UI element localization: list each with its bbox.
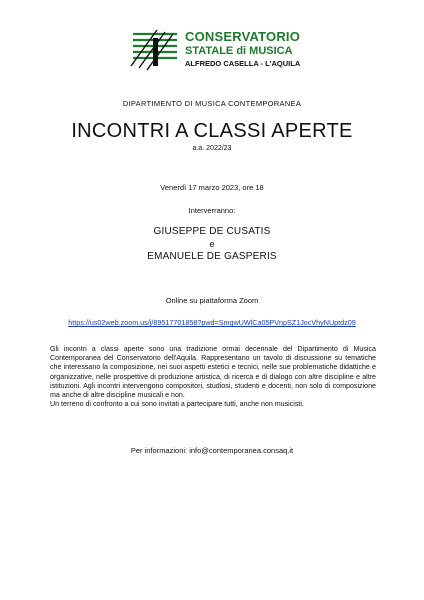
speaker-conjunction: e <box>209 239 215 249</box>
online-platform: Online su piattaforma Zoom <box>165 296 259 305</box>
page-title: INCONTRI A CLASSI APERTE <box>71 120 353 142</box>
description-paragraph: Gli incontri a classi aperte sono una tradizione ormai decennale del Dipartimento di Musica Contemporanea del Conservatorio dell'Aquila. Rappresentano un tavolo di discussione su tematiche che interessano la composizione, nei suoi aspetti estetici e tecnici, nelle sue problematiche didattiche e organizzative, nelle prospettive di produzione artistica, di ricerca e di dialogo con altre discipline e altre istituzioni. Agli incontri intervengono compositori, studiosi, studenti e docenti, non solo di composizione ma anche di altre discipline musicali e non. <box>50 345 376 400</box>
zoom-link[interactable]: https://us02web.zoom.us/j/89517701858?pwd=SmgwUWlCa05PVnpSZ1JocVhyNUptdz09 <box>68 318 356 327</box>
department-heading: DIPARTIMENTO DI MUSICA CONTEMPORANEA <box>122 99 302 108</box>
event-date: Venerdì 17 marzo 2023, ore 18 <box>160 183 264 192</box>
logo-line-casella: ALFREDO CASELLA - L'AQUILA <box>185 59 301 68</box>
academic-year: a.a. 2022/23 <box>192 145 232 152</box>
logo-line-conservatorio: CONSERVATORIO <box>185 29 301 44</box>
speaker-name: EMANUELE DE GASPERIS <box>147 251 277 262</box>
logo-line-statale: STATALE di MUSICA <box>185 45 293 57</box>
logo-text <box>185 30 305 69</box>
speakers-intro: Interverranno: <box>188 206 236 215</box>
speaker-name: GIUSEPPE DE CUSATIS <box>153 226 271 237</box>
description-paragraph-2: Un terreno di confronto a cui sono invitati a partecipare tutti, anche non musicisti. <box>50 400 304 409</box>
music-staff-logo-icon <box>127 28 181 72</box>
conservatory-logo <box>127 28 301 72</box>
event-description <box>50 345 376 409</box>
contact-info: Per informazioni: info@contemporanea.consaq.it <box>130 446 294 455</box>
